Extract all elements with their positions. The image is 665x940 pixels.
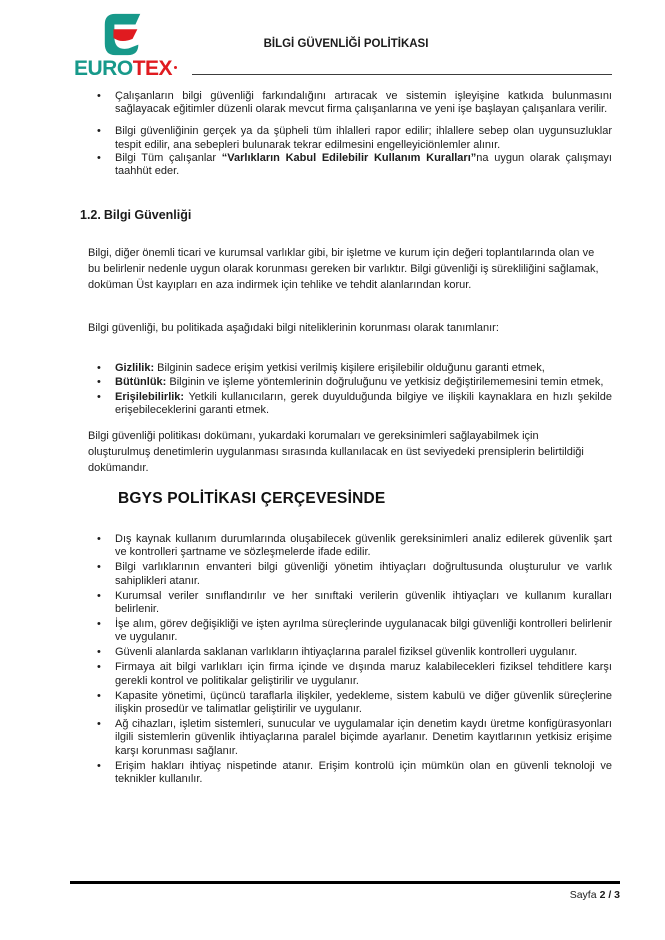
logo-word-euro: EURO <box>74 57 133 80</box>
bgys-section-heading: BGYS POLİTİKASI ÇERÇEVESİNDE <box>118 490 386 508</box>
attribute-desc: Yetkili kullanıcıların, gerek duyulduğunda bilgiye ve ilişkili kaynaklara en hızlı şekilde erişebileceklerini garanti etmek. <box>115 390 612 416</box>
policy-bullet <box>80 718 612 758</box>
eurotex-logo-icon <box>100 12 146 58</box>
security-attributes-list <box>80 362 612 417</box>
bullet-text: İşe alım, görev değişikliği ve işten ayrılma süreçlerinde uygulanacak bilgi güvenliği kontrolleri belirlenir ve uygulanır. <box>115 617 612 644</box>
attribute-term: Gizlilik: <box>115 362 155 375</box>
policy-bullet <box>80 90 612 116</box>
policy-bullet <box>80 618 612 645</box>
logo-dot <box>174 66 177 69</box>
bullet-text: Bilgi güvenliğinin gerçek ya da şüpheli tüm ihlalleri rapor edilir; ihlallere sebep olan uygunsuzluklar tespit edilir, ana sebepleri bulunarak tekrar edilmesini engelleyiciönlemler alınır. <box>115 125 612 151</box>
policy-bullet <box>80 125 612 151</box>
logo-wordmark <box>74 59 194 79</box>
intro-bullet-list <box>80 90 612 178</box>
section-paragraph: Bilgi, diğer önemli ticari ve kurumsal varlıklar gibi, bir işletme ve kurum için değeri toplantılarında olan ve bu belirlenir nedenle uygun olarak korunması gereken bir varlıktır. Bilgi güvenliği iş sürekliliğini sağlamak, doküman Üst kayıpları en aza indirmek için tehlike ve tehdit alanlarından korur. <box>88 247 599 292</box>
section-1-2-heading <box>80 208 612 222</box>
attribute-term: Erişilebilirlik: <box>115 390 185 403</box>
bgys-bullet-list <box>80 533 612 786</box>
section-paragraph: Bilgi güvenliği politikası dokümanı, yukardaki korumaları ve gereksinimleri sağlayabilmek için oluşturulmuş denetimlerin uygulanması sırasında kullanılacak en üst seviyedeki prensiplerin belirtildiği dokümandır. <box>88 430 584 475</box>
attribute-desc: Bilginin ve işleme yöntemlerinin doğruluğunu ve yetkisiz değiştirilememesini temin etmek, <box>166 376 604 389</box>
bullet-text: Firmaya ait bilgi varlıkları için firma içinde ve dışında maruz kalabilecekleri fiziksel tehditlere karşı gerekli kontrol ve politikalar geliştirilir ve uygulanır. <box>115 661 612 687</box>
footer-rule <box>70 881 620 884</box>
bullet-text: Kurumsal veriler sınıflandırılır ve her sınıftaki verilerin güvenlik ihtiyaçları ve kullanım kuralları belirlenir. <box>115 589 612 616</box>
attribute-bullet <box>80 362 612 375</box>
policy-bullet <box>80 561 612 588</box>
page-number-label: Sayfa <box>569 889 597 901</box>
bullet-text: Çalışanların bilgi güvenliği farkındalığını artıracak ve sistemin işleyişine katkıda bulunmasını sağlayacak eğitimler düzenli olarak mevcut firma çalışanlarına ve yeni işe başlayan çalışanlara verilir. <box>115 90 612 116</box>
section-number: 1.2. <box>80 208 101 223</box>
bullet-text: na uygun olarak çalışmayı taahhüt eder. <box>115 151 612 178</box>
policy-bullet <box>80 690 612 717</box>
section-title: Bilgi Güvenliği <box>103 208 192 223</box>
policy-bullet <box>80 760 612 787</box>
logo-word-tex: TEX <box>132 57 173 80</box>
policy-bullet <box>80 661 612 688</box>
bullet-text: Erişim hakları ihtiyaç nispetinde atanır. Erişim kontrolü için mümkün olan en güvenli teknoloji ve teknikler kullanılır. <box>115 759 612 785</box>
bullet-text: Ağ cihazları, işletim sistemleri, sunucular ve uygulamalar için denetim kaydı üretme konfigürasyonları ilgili sistemlerin güvenlik ihtiyaçlarına paralel biçimde ayarlanır. Denetim kayıtlarının yetkisiz erişime karşı korunması sağlanır. <box>115 717 612 757</box>
page-number <box>70 889 620 901</box>
header-rule <box>192 74 612 75</box>
policy-bullet <box>80 590 612 617</box>
attribute-bullet <box>80 376 612 389</box>
bullet-text: Kapasite yönetimi, üçüncü taraflarla ilişkiler, yedekleme, sistem kabulü ve diğer güvenlik süreçlerine ilişkin prosedür ve talimatlar geliştirilir ve uygulanır. <box>115 689 612 715</box>
attribute-term: Bütünlük: <box>115 376 167 389</box>
section-paragraph: Bilgi güvenliği, bu politikada aşağıdaki bilgi niteliklerinin korunması olarak tanımlanır: <box>88 322 499 335</box>
bullet-bold-text: “Varlıkların Kabul Edilebilir Kullanım Kuralları” <box>221 151 477 164</box>
policy-bullet <box>80 646 612 659</box>
bullet-text: Güvenli alanlarda saklanan varlıkların ihtiyaçlarına paralel fiziksel güvenlik kontrolleri uygulanır. <box>115 646 578 659</box>
document-title: BİLGİ GÜVENLİĞİ POLİTİKASI <box>263 38 429 50</box>
bullet-text: Dış kaynak kullanım durumlarında oluşabilecek güvenlik gereksinimleri analiz edilerek güvenlik şart ve kontrolleri şartname ve sözleşmelerde ifade edilir. <box>115 533 612 559</box>
attribute-bullet <box>80 391 612 417</box>
policy-bullet <box>80 152 612 178</box>
policy-bullet <box>80 533 612 560</box>
page-number-value: 2 / 3 <box>599 889 620 901</box>
document-body <box>80 88 612 788</box>
attribute-desc: Bilginin sadece erişim yetkisi verilmiş kişilere erişilebilir olduğunu garanti etmek, <box>154 362 545 375</box>
bullet-text: Bilgi varlıklarının envanteri bilgi güvenliği yönetim ihtiyaçları doğrultusunda oluşturulur ve varlık sahiplikleri atanır. <box>115 561 612 587</box>
bullet-text: Bilgi Tüm çalışanlar <box>115 151 222 164</box>
